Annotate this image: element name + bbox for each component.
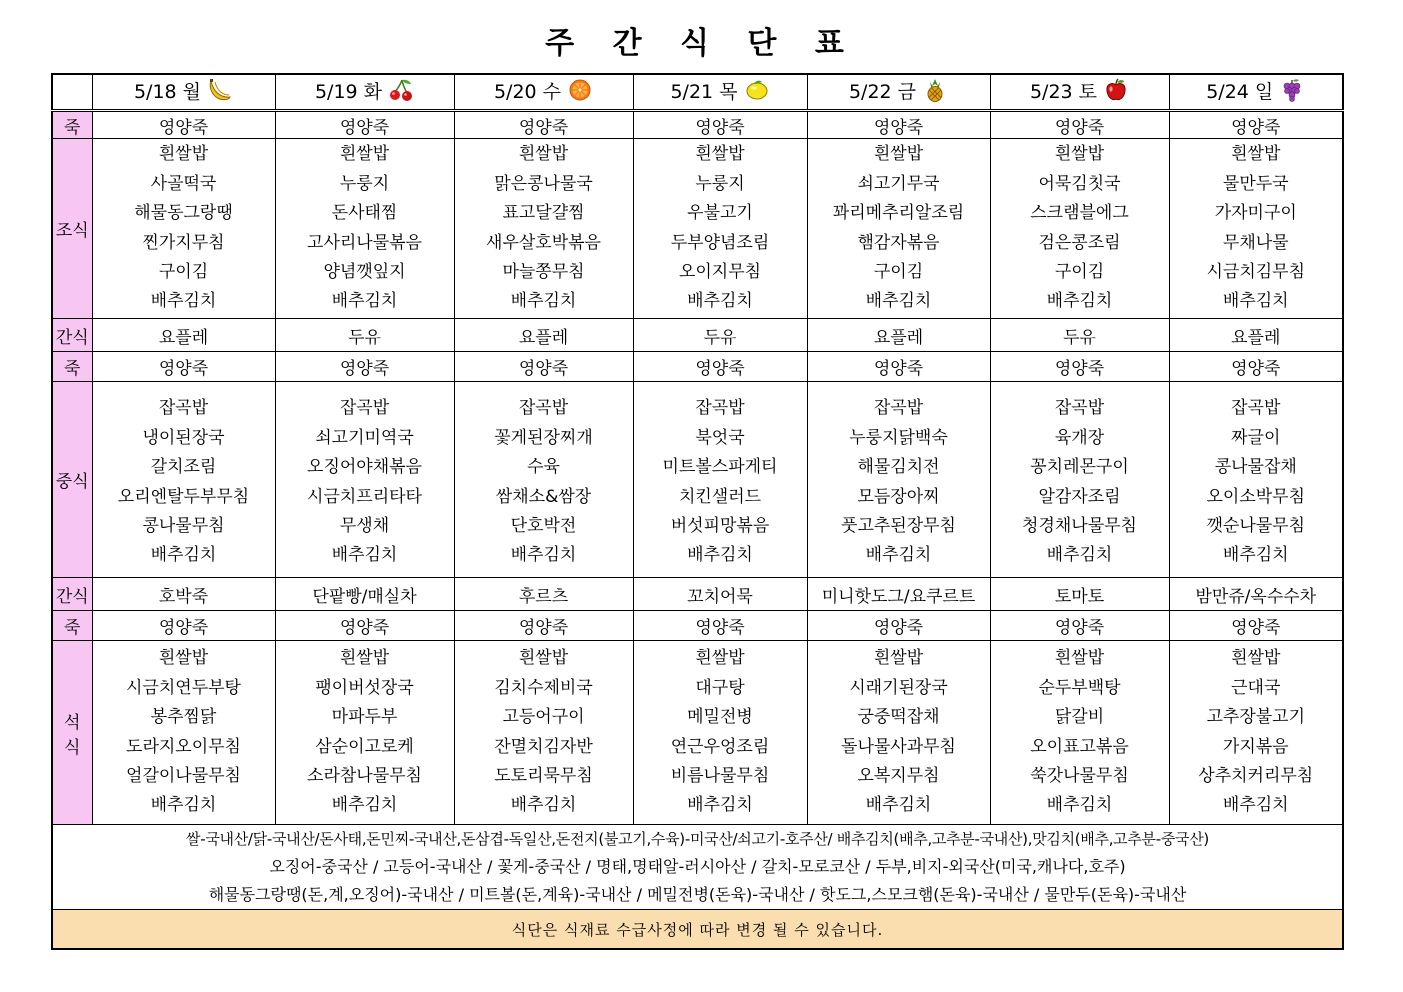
menu-item: 알감자조림 (1038, 486, 1121, 507)
menu-item: 배추김치 (687, 545, 753, 566)
menu-item: 사골떡국 (150, 173, 217, 194)
day-header-6 (990, 74, 1169, 111)
menu-cell (990, 382, 1169, 578)
menu-cell (92, 641, 275, 825)
menu-cell: 두유 (275, 319, 454, 352)
menu-item: 흰쌀밥 (1231, 144, 1281, 165)
menu-item: 육개장 (1054, 427, 1105, 448)
origin-notes (52, 825, 1343, 910)
menu-item: 오이지무침 (678, 261, 762, 282)
menu-cell (1169, 382, 1343, 578)
meal-label-text: 석 (64, 712, 81, 733)
menu-cell (275, 139, 454, 319)
afternoon-snack-row-label (52, 578, 92, 611)
day-date: 5/19 화 (314, 81, 383, 103)
menu-item: 냉이된장국 (142, 427, 225, 448)
lunch-porridge-row-label (52, 352, 92, 382)
menu-item: 흰쌀밥 (873, 144, 924, 165)
menu-item: 깻순나물무침 (1206, 515, 1306, 536)
menu-item: 연근우엉조림 (670, 736, 770, 757)
menu-item: 마파두부 (331, 707, 398, 728)
day-header-2 (275, 74, 454, 111)
meal-label-text: 죽 (64, 618, 81, 638)
orange-icon (567, 78, 593, 107)
menu-item: 구이김 (873, 261, 924, 282)
menu-cell (92, 139, 275, 319)
menu-item: 배추김치 (150, 291, 217, 312)
menu-item: 꽁치레몬구이 (1030, 457, 1129, 478)
menu-cell: 두유 (633, 319, 807, 352)
lunch-porridge-row (52, 352, 1343, 382)
menu-cell (275, 382, 454, 578)
menu-cell (454, 139, 633, 319)
menu-item: 배추김치 (510, 291, 577, 312)
menu-item: 시금치연두부탕 (126, 677, 241, 698)
menu-item: 콩나물잡채 (1214, 457, 1297, 478)
menu-item: 단호박전 (510, 515, 577, 536)
menu-item: 배추김치 (1222, 795, 1289, 816)
menu-cell: 영양죽 (1169, 111, 1343, 139)
menu-cell: 두유 (990, 319, 1169, 352)
menu-item: 새우살호박볶음 (486, 232, 601, 253)
menu-cell: 영양죽 (1169, 352, 1343, 382)
menu-item: 찐가지무침 (142, 232, 225, 253)
menu-cell: 요플레 (1169, 319, 1343, 352)
menu-item: 배추김치 (687, 795, 753, 816)
menu-cell: 미니핫도그/요쿠르트 (807, 578, 990, 611)
menu-item: 돌나물사과무침 (841, 736, 956, 757)
menu-cell: 요플레 (807, 319, 990, 352)
menu-cell: 영양죽 (807, 111, 990, 139)
menu-item: 구이김 (1054, 261, 1105, 282)
menu-item: 치킨샐러드 (678, 486, 762, 507)
menu-cell (633, 139, 807, 319)
origin-notes-row (52, 825, 1343, 910)
menu-item: 해물김치전 (857, 457, 940, 478)
menu-cell: 꼬치어묵 (633, 578, 807, 611)
day-date: 5/20 수 (493, 81, 562, 103)
day-header-4 (633, 74, 807, 111)
menu-item: 잡곡밥 (158, 398, 209, 419)
day-header-5 (807, 74, 990, 111)
menu-item: 청경채나물무침 (1022, 515, 1137, 536)
menu-item: 잡곡밥 (339, 398, 390, 419)
menu-cell: 밤만쥬/옥수수차 (1169, 578, 1343, 611)
menu-item: 메밀전병 (687, 707, 753, 728)
menu-cell (807, 382, 990, 578)
meal-label-text: 간식 (55, 586, 89, 607)
menu-item: 햄감자볶음 (857, 232, 940, 253)
menu-item: 누룽지닭백숙 (849, 427, 948, 448)
menu-cell (92, 382, 275, 578)
menu-cell (1169, 641, 1343, 825)
menu-item: 두부양념조림 (670, 232, 770, 253)
menu-item: 비름나물무침 (670, 765, 770, 786)
menu-item: 짜글이 (1231, 427, 1281, 448)
menu-item: 쇠고기무국 (857, 173, 940, 194)
weekly-menu-table (51, 73, 1344, 950)
menu-item: 배추김치 (1222, 291, 1289, 312)
menu-item: 흰쌀밥 (518, 648, 569, 669)
menu-item: 잔멸치김자반 (494, 736, 593, 757)
menu-item: 무채나물 (1222, 232, 1289, 253)
menu-item: 흰쌀밥 (1231, 648, 1281, 669)
breakfast-row-label (52, 139, 92, 319)
menu-item: 상추치커리무침 (1198, 765, 1314, 786)
menu-item: 콩나물무침 (142, 515, 225, 536)
menu-item: 갈치조림 (150, 457, 217, 478)
dinner-porridge-row (52, 611, 1343, 641)
breakfast-row (52, 139, 1343, 319)
breakfast-porridge-row (52, 111, 1343, 139)
meal-label-text: 간식 (55, 327, 89, 348)
menu-item: 고등어구이 (502, 707, 585, 728)
menu-item: 누룽지 (339, 173, 390, 194)
menu-cell: 영양죽 (454, 611, 633, 641)
menu-item: 김치수제비국 (494, 677, 593, 698)
meal-label-text: 식 (64, 737, 81, 758)
morning-snack-row-label (52, 319, 92, 352)
page-title: 주 간 식 단 표 (545, 26, 858, 61)
menu-item: 봉추찜닭 (150, 707, 217, 728)
lunch-row (52, 382, 1343, 578)
menu-item: 배추김치 (150, 795, 217, 816)
menu-cell: 영양죽 (990, 111, 1169, 139)
menu-item: 팽이버섯장국 (315, 677, 414, 698)
menu-item: 검은콩조림 (1038, 232, 1121, 253)
menu-cell (454, 641, 633, 825)
menu-item: 배추김치 (1222, 545, 1289, 566)
menu-item: 잡곡밥 (518, 398, 569, 419)
menu-item: 배추김치 (865, 795, 932, 816)
menu-item: 소라참나물무침 (307, 765, 422, 786)
menu-item: 잡곡밥 (695, 398, 745, 419)
menu-item: 꽈리메추리알조림 (832, 203, 965, 224)
menu-item: 배추김치 (687, 291, 753, 312)
menu-item: 오이표고볶음 (1030, 736, 1129, 757)
breakfast-porridge-row-label (52, 111, 92, 139)
menu-item: 가자미구이 (1214, 203, 1297, 224)
menu-cell (807, 641, 990, 825)
menu-cell: 영양죽 (990, 611, 1169, 641)
day-date: 5/24 일 (1206, 81, 1274, 103)
meal-label-text: 죽 (64, 359, 81, 379)
menu-cell: 후르츠 (454, 578, 633, 611)
menu-item: 배추김치 (865, 291, 932, 312)
menu-item: 도라지오이무침 (126, 736, 241, 757)
day-header-1 (92, 74, 275, 111)
menu-item: 마늘쫑무침 (502, 261, 585, 282)
cherry-icon (388, 78, 414, 107)
lemon-icon (744, 78, 770, 107)
meal-label-text: 죽 (64, 117, 81, 138)
menu-cell: 단팥빵/매실차 (275, 578, 454, 611)
menu-cell (1169, 139, 1343, 319)
menu-item: 배추김치 (1046, 291, 1113, 312)
day-date: 5/21 목 (670, 81, 738, 103)
menu-item: 흰쌀밥 (1054, 648, 1105, 669)
menu-cell: 영양죽 (275, 611, 454, 641)
menu-item: 배추김치 (510, 795, 577, 816)
menu-cell (990, 139, 1169, 319)
meal-label-text: 중식 (55, 472, 89, 492)
menu-cell: 토마토 (990, 578, 1169, 611)
footer-row (52, 910, 1343, 950)
menu-cell (807, 139, 990, 319)
menu-cell: 영양죽 (633, 352, 807, 382)
menu-item: 쑥갓나물무침 (1030, 765, 1129, 786)
menu-item: 스크램블에그 (1030, 203, 1129, 224)
dinner-porridge-row-label (52, 611, 92, 641)
header-corner (52, 74, 92, 111)
menu-cell: 영양죽 (807, 352, 990, 382)
menu-item: 도토리묵무침 (494, 765, 593, 786)
banana-icon (207, 78, 233, 107)
menu-item: 흰쌀밥 (695, 648, 745, 669)
menu-item: 물만두국 (1222, 173, 1289, 194)
menu-cell (454, 382, 633, 578)
menu-item: 시래기된장국 (849, 677, 948, 698)
menu-item: 잡곡밥 (1231, 398, 1281, 419)
menu-item: 흰쌀밥 (339, 648, 390, 669)
menu-item: 고추장불고기 (1206, 707, 1306, 728)
menu-item: 흰쌀밥 (1054, 144, 1105, 165)
menu-item: 해물동그랑땡 (134, 203, 233, 224)
menu-item: 모듬장아찌 (857, 486, 940, 507)
morning-snack-row (52, 319, 1343, 352)
menu-cell: 영양죽 (92, 352, 275, 382)
menu-item: 무생채 (339, 515, 390, 536)
menu-item: 수육 (527, 457, 560, 478)
origin-note-line: 오징어-중국산 / 고등어-국내산 / 꽃게-중국산 / 명태,명태알-러시아산 / 갈치-모로코산 / 두부,비지-외국산(미국,캐나다,호주) (269, 857, 1126, 876)
menu-cell: 영양죽 (633, 111, 807, 139)
menu-item: 시금치김무침 (1206, 261, 1306, 282)
menu-item: 돈사태찜 (331, 203, 398, 224)
day-date: 5/18 월 (133, 81, 202, 103)
menu-item: 표고달걀찜 (502, 203, 585, 224)
menu-cell: 영양죽 (990, 352, 1169, 382)
menu-cell (633, 641, 807, 825)
menu-item: 배추김치 (1046, 545, 1113, 566)
menu-cell: 영양죽 (1169, 611, 1343, 641)
menu-item: 미트볼스파게티 (662, 457, 778, 478)
footer-notice: 식단은 식재료 수급사정에 따라 변경 될 수 있습니다. (52, 910, 1343, 950)
menu-cell: 영양죽 (633, 611, 807, 641)
header-row (52, 74, 1343, 111)
menu-item: 배추김치 (865, 545, 932, 566)
menu-item: 순두부백탕 (1038, 677, 1121, 698)
menu-item: 배추김치 (331, 795, 398, 816)
menu-cell: 요플레 (92, 319, 275, 352)
menu-item: 가지볶음 (1222, 736, 1289, 757)
day-date: 5/22 금 (848, 81, 917, 103)
lunch-row-label (52, 382, 92, 578)
menu-item: 대구탕 (695, 677, 745, 698)
origin-note-line: 쌀-국내산/닭-국내산/돈사태,돈민찌-국내산,돈삼겹-독일산,돈전지(불고기,수육)-미국산/쇠고기-호주산/ 배추김치(배추,고추분-국내산),맛김치(배추,고추분-중국산) (186, 830, 1209, 848)
dinner-row-label (52, 641, 92, 825)
day-date: 5/23 토 (1029, 81, 1098, 103)
menu-item: 배추김치 (331, 291, 398, 312)
menu-item: 닭갈비 (1054, 707, 1105, 728)
menu-cell (633, 382, 807, 578)
menu-item: 고사리나물볶음 (307, 232, 422, 253)
menu-cell: 요플레 (454, 319, 633, 352)
menu-item: 쇠고기미역국 (315, 427, 414, 448)
pineapple-icon (922, 78, 948, 107)
menu-item: 꽃게된장찌개 (494, 427, 593, 448)
menu-item: 흰쌀밥 (518, 144, 569, 165)
menu-item: 오복지무침 (857, 765, 940, 786)
day-header-7 (1169, 74, 1343, 111)
menu-item: 누룽지 (695, 173, 745, 194)
menu-item: 북엇국 (695, 427, 745, 448)
menu-item: 어묵김칫국 (1038, 173, 1121, 194)
menu-item: 쌈채소&쌈장 (495, 486, 592, 507)
menu-item: 배추김치 (1046, 795, 1113, 816)
menu-item: 우불고기 (687, 203, 753, 224)
menu-cell (990, 641, 1169, 825)
menu-item: 흰쌀밥 (695, 144, 745, 165)
menu-item: 흰쌀밥 (339, 144, 390, 165)
menu-cell: 영양죽 (275, 111, 454, 139)
menu-item: 맑은콩나물국 (494, 173, 593, 194)
menu-item: 오리엔탈두부무침 (117, 486, 250, 507)
menu-cell: 영양죽 (275, 352, 454, 382)
menu-item: 양념깻잎지 (323, 261, 406, 282)
menu-cell: 영양죽 (92, 111, 275, 139)
menu-item: 오이소박무침 (1206, 486, 1306, 507)
menu-item: 배추김치 (510, 545, 577, 566)
menu-item: 잡곡밥 (873, 398, 924, 419)
menu-item: 얼갈이나물무침 (126, 765, 241, 786)
menu-item: 버섯피망볶음 (670, 515, 770, 536)
dinner-row (52, 641, 1343, 825)
meal-label-text: 조식 (55, 221, 89, 241)
grape-icon (1279, 78, 1305, 107)
menu-item: 흰쌀밥 (158, 648, 209, 669)
menu-cell: 영양죽 (92, 611, 275, 641)
menu-item: 오징어야채볶음 (307, 457, 422, 478)
menu-cell (275, 641, 454, 825)
origin-note-line: 해물동그랑땡(돈,계,오징어)-국내산 / 미트볼(돈,계육)-국내산 / 메밀전병(돈육)-국내산 / 핫도그,스모크햄(돈육)-국내산 / 물만두(돈육)-국내산 (208, 885, 1187, 904)
menu-item: 궁중떡잡채 (857, 707, 940, 728)
menu-cell: 영양죽 (454, 352, 633, 382)
menu-cell: 영양죽 (807, 611, 990, 641)
menu-item: 배추김치 (150, 545, 217, 566)
afternoon-snack-row (52, 578, 1343, 611)
menu-cell: 영양죽 (454, 111, 633, 139)
menu-item: 흰쌀밥 (158, 144, 209, 165)
menu-item: 시금치프리타타 (307, 486, 422, 507)
menu-item: 구이김 (158, 261, 209, 282)
menu-cell: 호박죽 (92, 578, 275, 611)
apple-icon (1103, 78, 1129, 107)
menu-item: 삼순이고로케 (315, 736, 414, 757)
menu-item: 근대국 (1231, 677, 1281, 698)
menu-item: 풋고추된장무침 (841, 515, 956, 536)
menu-item: 잡곡밥 (1054, 398, 1105, 419)
menu-item: 흰쌀밥 (873, 648, 924, 669)
day-header-3 (454, 74, 633, 111)
menu-item: 배추김치 (331, 545, 398, 566)
